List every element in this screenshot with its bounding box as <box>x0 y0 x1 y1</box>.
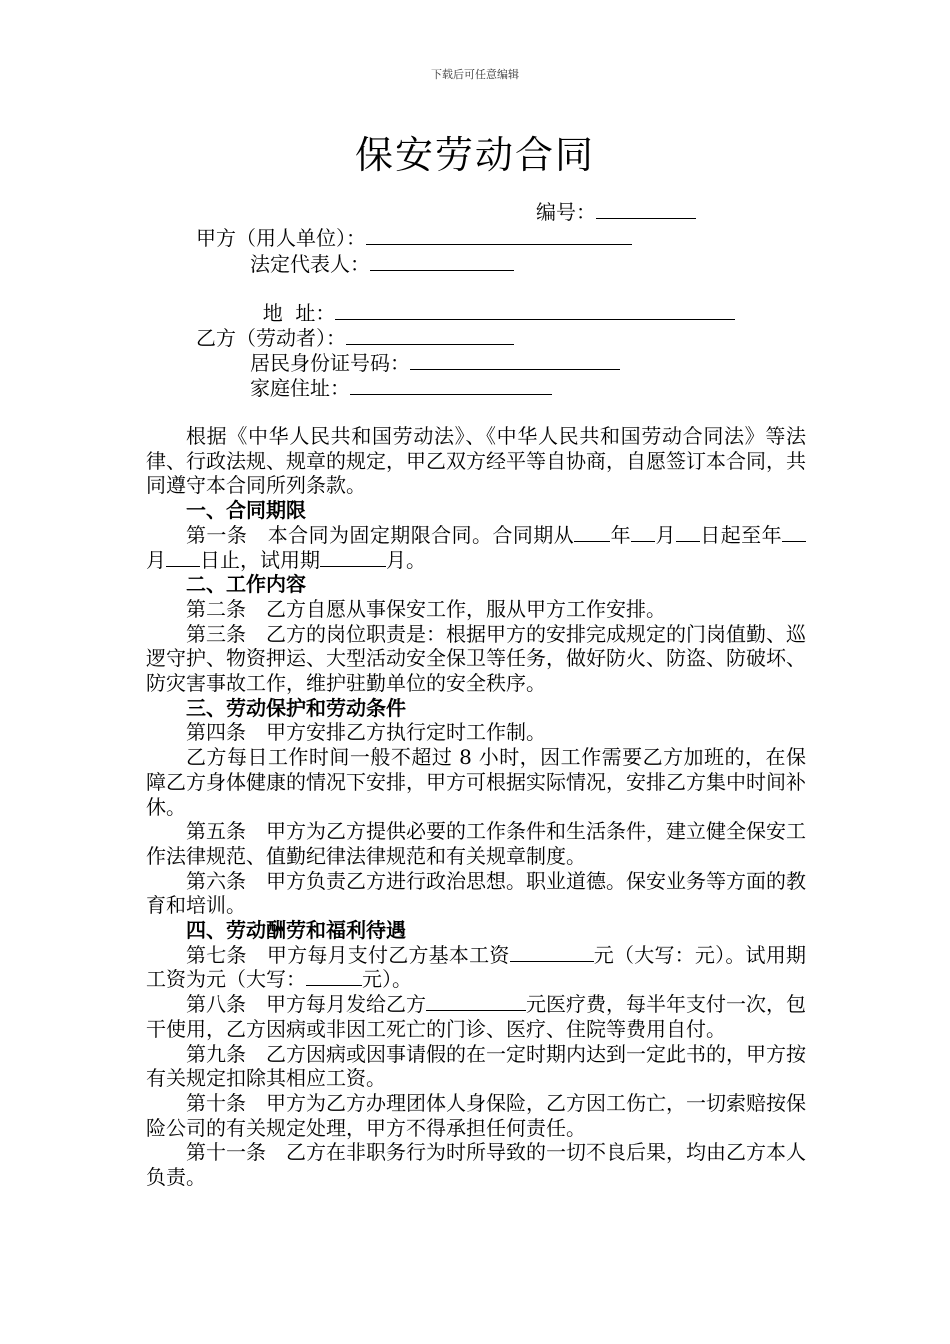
home-address-field <box>250 376 552 400</box>
article-1-text-e: 月 <box>146 547 166 572</box>
article-1-text-b: 年 <box>610 522 632 547</box>
address-blank[interactable] <box>335 301 735 320</box>
article-1-text-d: 日起至年 <box>699 522 783 547</box>
probation-salary-blank[interactable] <box>306 968 362 986</box>
section-heading-work: 二、工作内容 <box>186 572 306 597</box>
article-7-text-b: 元（大写：元）。试用期工资为元（大写： <box>146 942 807 992</box>
address-field <box>250 277 735 325</box>
legal-rep-blank[interactable] <box>370 252 514 271</box>
article-9: 第九条 乙方因病或因事请假的在一定时期内达到一定此书的，甲方按有关规定扣除其相应工资。 <box>146 1041 806 1091</box>
section-heading-protection: 三、劳动保护和劳动条件 <box>186 695 406 720</box>
contract-body <box>146 424 806 1190</box>
home-address-label: 家庭住址： <box>250 376 350 400</box>
article-4: 第四条 甲方安排乙方执行定时工作制。 <box>186 720 546 745</box>
party-b-blank[interactable] <box>346 326 514 345</box>
medical-fee-blank[interactable] <box>426 993 526 1011</box>
party-a-field <box>196 226 632 250</box>
start-year-blank[interactable] <box>574 524 610 542</box>
page-title: 保安劳动合同 <box>354 133 595 177</box>
base-salary-blank[interactable] <box>510 944 594 962</box>
article-5: 第五条 甲方为乙方提供必要的工作条件和生活条件，建立健全保安工作法律规范、值勤纪律法律规范和有关规章制度。 <box>146 819 806 868</box>
intro-paragraph: 根据《中华人民共和国劳动法》、《中华人民共和国劳动合同法》等法律、行政法规、规章的规定，甲乙双方经平等自协商，自愿签订本合同，共同遵守本合同所列条款。 <box>146 424 806 498</box>
party-a-blank[interactable] <box>366 226 632 245</box>
article-8 <box>146 992 806 1041</box>
article-8-text-b: 元医疗费，每半年支付一次，包干使用，乙方因病或非因工死亡的门诊、医疗、住院等费用自付。 <box>146 992 806 1041</box>
end-day-blank[interactable] <box>166 549 200 567</box>
home-address-blank[interactable] <box>350 376 552 395</box>
article-10: 第十条 甲方为乙方办理团体人身保险，乙方因工伤亡，一切索赔按保险公司的有关规定处理，甲方不得承担任何责任。 <box>146 1090 806 1140</box>
contract-number-blank[interactable] <box>596 200 696 219</box>
id-number-label: 居民身份证号码： <box>250 351 410 375</box>
article-1-text-c: 月 <box>655 522 676 547</box>
article-7-text-a: 第七条 甲方每月支付乙方基本工资 <box>186 942 510 967</box>
address-label: 地 址： <box>262 301 336 325</box>
party-a-label: 甲方（用人单位）： <box>196 226 366 250</box>
legal-rep-field <box>250 252 514 276</box>
article-4-continued: 乙方每日工作时间一般不超过 8 小时，因工作需要乙方加班的，在保障乙方身体健康的情况下安排，甲方可根据实际情况，安排乙方集中时间补休。 <box>146 745 806 819</box>
party-b-field <box>196 326 514 350</box>
party-b-label: 乙方（劳动者）： <box>196 326 346 350</box>
article-3: 第三条 乙方的岗位职责是：根据甲方的安排完成规定的门岗值勤、巡逻守护、物资押运、大型活动安全保卫等任务，做好防火、防盗、防破坏、防灾害事故工作，维护驻勤单位的安全秩序。 <box>146 621 806 696</box>
article-1-text-g: 月。 <box>386 547 426 572</box>
article-11: 第十一条 乙方在非职务行为时所导致的一切不良后果，均由乙方本人负责。 <box>146 1140 806 1190</box>
contract-number-field <box>536 200 696 224</box>
article-2: 第二条 乙方自愿从事保安工作，服从甲方工作安排。 <box>186 596 666 621</box>
probation-months-blank[interactable] <box>320 549 386 567</box>
id-number-blank[interactable] <box>410 351 620 370</box>
article-8-text-a: 第八条 甲方每月发给乙方 <box>186 992 426 1017</box>
legal-rep-label: 法定代表人： <box>250 252 370 276</box>
section-heading-pay: 四、劳动酬劳和福利待遇 <box>186 918 406 943</box>
article-1-text-a: 第一条 本合同为固定期限合同。合同期从 <box>186 522 575 547</box>
article-7-text-c: 元）。 <box>362 967 412 992</box>
section-heading-term: 一、合同期限 <box>186 498 306 523</box>
id-number-field <box>250 351 620 375</box>
start-month-blank[interactable] <box>631 524 655 542</box>
article-6: 第六条 甲方负责乙方进行政治思想。职业道德。保安业务等方面的教育和培训。 <box>146 868 806 918</box>
end-month-blank[interactable] <box>782 524 806 542</box>
contract-number-label: 编号： <box>536 200 596 224</box>
article-1 <box>146 523 806 572</box>
article-7 <box>146 943 806 992</box>
article-1-text-f: 日止，试用期 <box>200 547 320 572</box>
start-day-blank[interactable] <box>676 524 700 542</box>
header-note: 下载后可任意编辑 <box>431 68 519 81</box>
